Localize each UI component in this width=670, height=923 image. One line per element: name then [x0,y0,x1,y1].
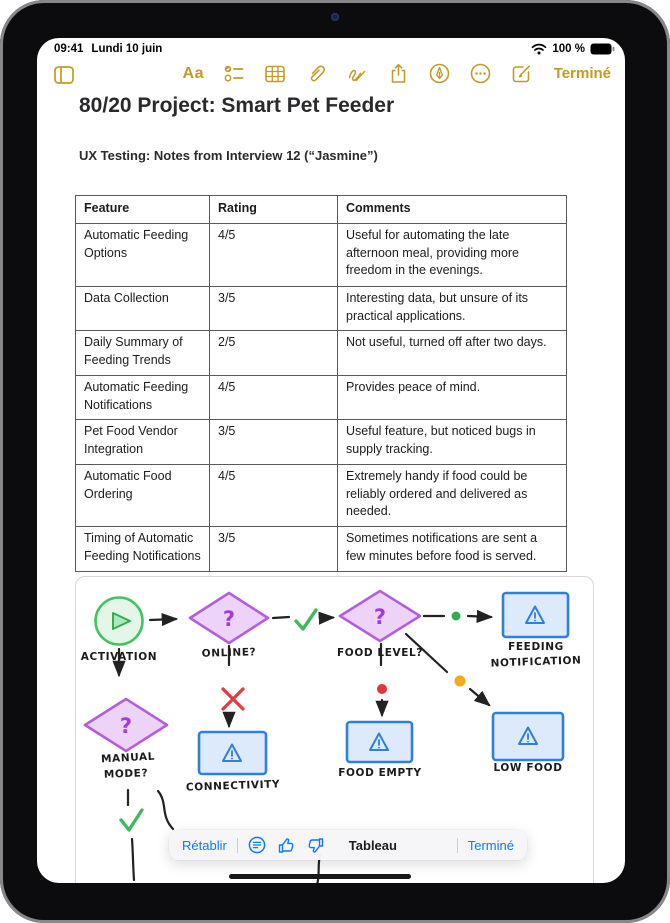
green-dot [452,612,461,621]
battery-percent: 100 % [552,43,585,55]
comment-cell[interactable]: Provides peace of mind. [338,375,567,420]
orange-dot [455,676,466,687]
column-header[interactable]: Rating [210,196,338,224]
rating-cell[interactable]: 3/5 [210,420,338,465]
table-row [76,286,567,331]
note-title[interactable]: 80/20 Project: Smart Pet Feeder [79,94,395,117]
table-header-row [76,196,567,224]
table-row [76,420,567,465]
node-label: FOOD LEVEL? [337,647,423,659]
share-icon[interactable] [388,63,409,84]
rating-cell[interactable]: 3/5 [210,527,338,572]
comment-cell[interactable]: Useful feature, but noticed bugs in supply tracking. [338,420,567,465]
front-camera [331,13,339,21]
comment-cell[interactable]: Not useful, turned off after two days. [338,331,567,376]
thumbs-up-icon[interactable] [277,836,296,855]
x-icon [223,689,243,709]
notes-toolbar [37,63,625,87]
node-label: FEEDING [508,641,564,653]
feature-cell[interactable]: Automatic Feeding Notifications [76,375,210,420]
red-dot [377,684,387,694]
node-label: CONNECTIVITY [185,778,281,794]
done-button-bottom[interactable]: Terminé [467,837,514,853]
rating-cell[interactable]: 3/5 [210,286,338,331]
node-label: MANUAL [100,750,156,766]
home-indicator[interactable] [229,874,411,879]
attachment-icon[interactable] [306,63,327,84]
done-button-top[interactable]: Terminé [553,65,611,82]
node-label: FOOD EMPTY [338,767,422,779]
notes-app-screen [37,38,625,883]
node-label: NOTIFICATION [490,654,582,670]
feature-cell[interactable]: Automatic Feeding Options [76,223,210,286]
divider [457,838,458,853]
writing-tools-icon[interactable] [248,836,267,855]
comment-cell[interactable]: Sometimes notifications are sent a few minutes before food is served. [338,527,567,572]
feature-cell[interactable]: Pet Food Vendor Integration [76,420,210,465]
markup-pencil-icon[interactable] [429,63,450,84]
format-icon[interactable]: Aa [182,64,204,82]
rating-cell[interactable]: 4/5 [210,375,338,420]
divider [237,838,238,853]
thumbs-down-icon[interactable] [306,836,325,855]
check-icon [121,810,142,830]
rating-cell[interactable]: 2/5 [210,331,338,376]
revert-button[interactable]: Rétablir [182,837,227,853]
question-mark: ? [222,607,236,631]
scribble-icon[interactable] [347,63,368,84]
table-row [76,223,567,286]
context-label: Tableau [348,837,397,853]
table-row [76,331,567,376]
feature-cell[interactable]: Automatic Food Ordering [76,464,210,526]
question-mark: ? [119,714,133,738]
rating-cell[interactable]: 4/5 [210,223,338,286]
table-icon[interactable] [265,63,286,84]
wifi-icon [531,43,547,55]
feature-cell[interactable]: Daily Summary of Feeding Trends [76,331,210,376]
comment-cell[interactable]: Useful for automating the late afternoon meal, providing more freedom in the evenings. [338,223,567,286]
more-icon[interactable] [470,63,491,84]
node-label: ONLINE? [201,646,257,660]
node-label: MODE? [103,767,149,781]
checklist-icon[interactable] [224,63,245,84]
table-row [76,527,567,572]
table-row [76,375,567,420]
rating-cell[interactable]: 4/5 [210,464,338,526]
column-header[interactable]: Feature [76,196,210,224]
table-row [76,464,567,526]
comment-cell[interactable]: Interesting data, but unsure of its practical applications. [338,286,567,331]
column-header[interactable]: Comments [338,196,567,224]
compose-icon[interactable] [511,63,532,84]
feature-cell[interactable]: Timing of Automatic Feeding Notifications [76,527,210,572]
question-mark: ? [373,605,387,629]
comment-cell[interactable]: Extremely handy if food could be reliably ordered and delivered as needed. [338,464,567,526]
note-subtitle[interactable]: UX Testing: Notes from Interview 12 (“Jasmine”) [79,148,378,163]
feature-cell[interactable]: Data Collection [76,286,210,331]
status-bar [54,43,615,55]
status-date: Lundi 10 juin [91,43,163,55]
node-label: LOW FOOD [493,762,563,774]
ux-feedback-table [75,195,567,572]
node-label: ACTIVATION [80,651,158,663]
sidebar-toggle-button[interactable] [53,64,74,85]
writing-tools-bar [169,830,527,860]
battery-icon [590,43,615,55]
status-time: 09:41 [54,43,84,55]
check-icon [296,610,316,629]
